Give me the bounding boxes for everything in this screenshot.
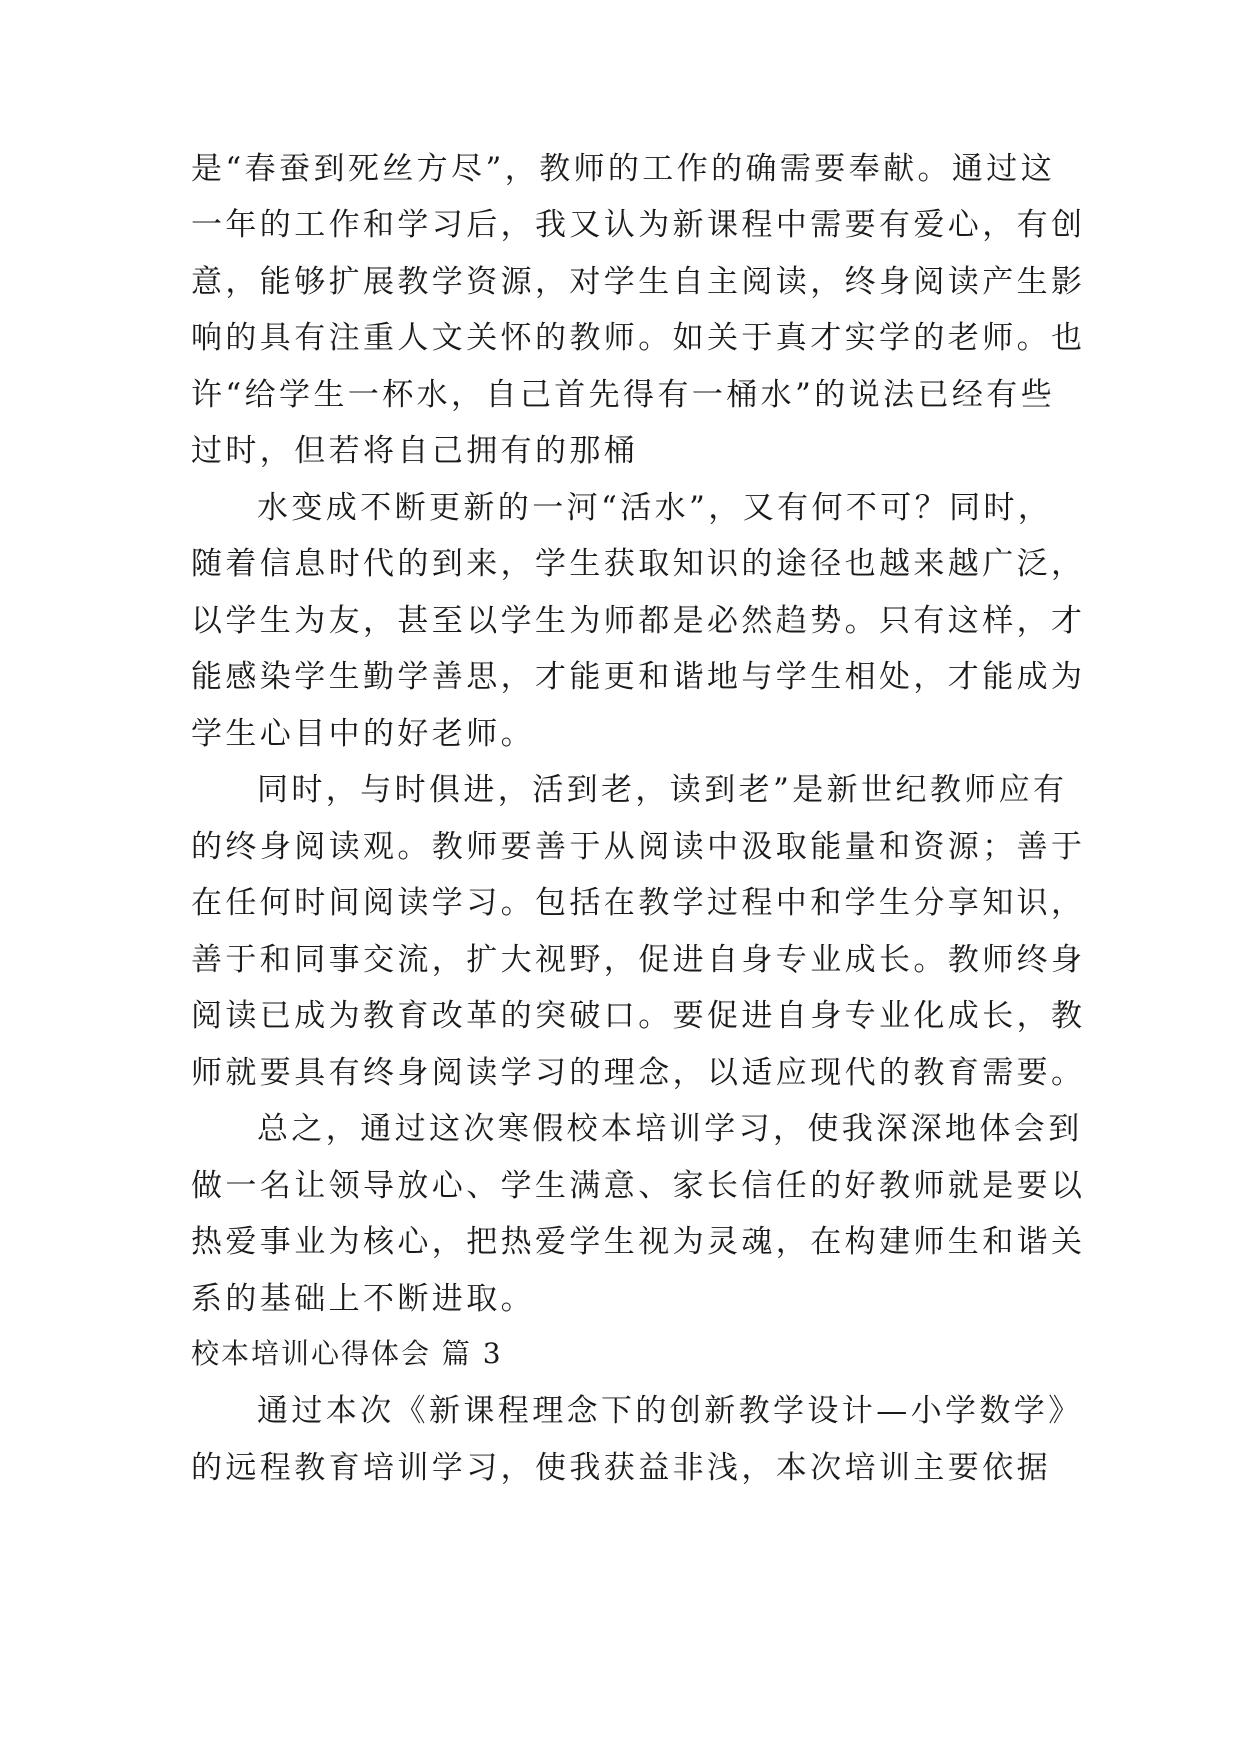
body-text-line: 是“春蚕到死丝方尽”，教师的工作的确需要奉献。通过这 — [191, 151, 1056, 187]
body-text-line: 随着信息时代的到来，学生获取知识的途径也越来越广泛， — [191, 546, 1086, 582]
body-text-line: 通过本次《新课程理念下的创新教学设计—小学数学》 — [257, 1393, 1083, 1429]
body-text-line: 一年的工作和学习后，我又认为新课程中需要有爱心，有创 — [191, 207, 1086, 243]
body-text-line: 以学生为友，甚至以学生为师都是必然趋势。只有这样，才 — [191, 603, 1086, 639]
body-text-line: 学生心目中的好老师。 — [191, 716, 535, 752]
body-text-line: 系的基础上不断进取。 — [191, 1281, 535, 1317]
body-text-line: 能感染学生勤学善思，才能更和谐地与学生相处，才能成为 — [191, 659, 1086, 695]
body-text-line: 许“给学生一杯水，自己首先得有一桶水”的说法已经有些 — [191, 377, 1056, 413]
body-text-line: 同时，与时俱进，活到老，读到老”是新世纪教师应有 — [257, 772, 1068, 808]
body-text-line: 热爱事业为核心，把热爱学生视为灵魂，在构建师生和谐关 — [191, 1224, 1086, 1260]
body-text-line: 的远程教育培训学习，使我获益非浅，本次培训主要依据 — [191, 1450, 1051, 1486]
body-text-line: 在任何时间阅读学习。包括在教学过程中和学生分享知识， — [191, 885, 1086, 921]
body-text-line: 响的具有注重人文关怀的教师。如关于真才实学的老师。也 — [191, 320, 1086, 356]
body-text-line: 师就要具有终身阅读学习的理念，以适应现代的教育需要。 — [191, 1055, 1086, 1091]
body-text-line: 善于和同事交流，扩大视野，促进自身专业成长。教师终身 — [191, 942, 1086, 978]
body-text-line: 做一名让领导放心、学生满意、家长信任的好教师就是要以 — [191, 1168, 1086, 1204]
section-heading: 校本培训心得体会 篇 3 — [191, 1337, 503, 1370]
body-text-line: 水变成不断更新的一河“活水”，又有何不可？同时， — [257, 490, 1053, 526]
body-text-line: 总之，通过这次寒假校本培训学习，使我深深地体会到 — [257, 1111, 1083, 1147]
body-text-line: 过时，但若将自己拥有的那桶 — [191, 433, 639, 469]
body-text-line: 的终身阅读观。教师要善于从阅读中汲取能量和资源；善于 — [191, 829, 1086, 865]
body-text-line: 阅读已成为教育改革的突破口。要促进自身专业化成长，教 — [191, 998, 1086, 1034]
body-text-line: 意，能够扩展教学资源，对学生自主阅读，终身阅读产生影 — [191, 264, 1086, 300]
